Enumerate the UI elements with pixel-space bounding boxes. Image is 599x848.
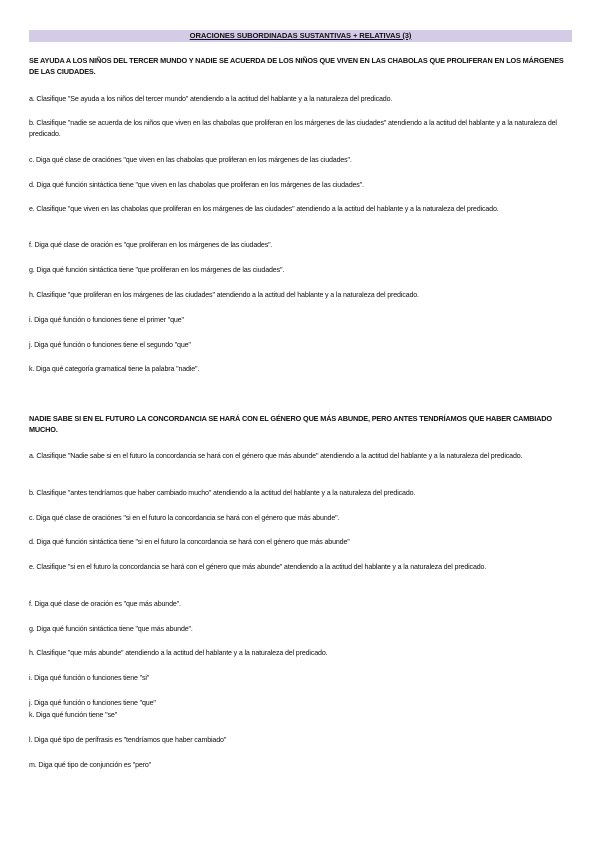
s2-question-j: j. Diga qué función o funciones tiene "que" [29,699,156,707]
s1-question-k: k. Diga qué categoría gramatical tiene la palabra "nadie". [29,365,200,373]
s2-question-m: m. Diga qué tipo de conjunción es "pero" [29,761,152,769]
s1-question-i: i. Diga qué función o funciones tiene el primer "que" [29,316,184,324]
s2-question-a: a. Clasifique "Nadie sabe si en el futuro la concordancia se hará con el género que más abunde" atendiendo a la actitud del hablante y a la naturaleza del predicado. [29,452,523,460]
s1-question-f: f. Diga qué clase de oración es "que proliferan en los márgenes de las ciudades". [29,241,273,249]
s2-question-d: d. Diga qué función sintáctica tiene "si en el futuro la concordancia se hará con el género que más abunde" [29,538,350,546]
s2-question-i: i. Diga qué función o funciones tiene "si" [29,674,150,682]
section-1-heading: SE AYUDA A LOS NIÑOS DEL TERCER MUNDO Y NADIE SE ACUERDA DE LOS NIÑOS QUE VIVEN EN LAS CHABOLAS QUE PROLIFERAN EN LOS MÁRGENES DE LAS CIUDADES. [29,56,564,76]
s2-question-c: c. Diga qué clase de oraciónes "si en el futuro la concordancia se hará con el género que más abunde". [29,514,340,522]
s2-question-b: b. Clasifique "antes tendríamos que haber cambiado mucho" atendiendo a la actitud del hablante y a la naturaleza del predicado. [29,489,416,497]
s2-question-k: k. Diga qué función tiene "se" [29,711,118,719]
s1-question-b: b. Clasifique "nadie se acuerda de los niños que viven en las chabolas que proliferan en los márgenes de las ciudades" atendiendo a la actitud del hablante y a la naturaleza del predicado. [29,119,557,138]
s1-question-e: e. Clasifique "que viven en las chabolas que proliferan en los márgenes de las ciudades" atendiendo a la actitud del hablante y a la naturaleza del predicado. [29,205,499,213]
section-2-heading: NADIE SABE SI EN EL FUTURO LA CONCORDANCIA SE HARÁ CON EL GÉNERO QUE MÁS ABUNDE, PERO ANTES TENDRÍAMOS QUE HABER CAMBIADO MUCHO. [29,414,552,434]
document-title: ORACIONES SUBORDINADAS SUSTANTIVAS + RELATIVAS (3) [29,30,572,42]
s1-question-a: a. Clasifique "Se ayuda a los niños del tercer mundo" atendiendo a la actitud del hablante y a la naturaleza del predicado. [29,95,393,103]
s1-question-j: j. Diga qué función o funciones tiene el segundo "que" [29,341,191,349]
s1-question-h: h. Clasifique "que proliferan en los márgenes de las ciudades" atendiendo a la actitud del hablante y a la naturaleza del predicado. [29,291,419,299]
s1-question-g: g. Diga qué función sintáctica tiene "que proliferan en los márgenes de las ciudades". [29,266,285,274]
s2-question-l: l. Diga qué tipo de perífrasis es "tendríamos que haber cambiado" [29,736,227,744]
s2-question-f: f. Diga qué clase de oración es "que más abunde". [29,600,181,608]
s2-question-g: g. Diga qué función sintáctica tiene "que más abunde". [29,625,193,633]
s1-question-d: d. Diga qué función sintáctica tiene "que viven en las chabolas que proliferan en los márgenes de las ciudades". [29,181,364,189]
s1-question-c: c. Diga qué clase de oraciónes "que viven en las chabolas que proliferan en los márgenes de las ciudades". [29,156,352,164]
s2-question-h: h. Clasifique "que más abunde" atendiendo a la actitud del hablante y a la naturaleza del predicado. [29,649,328,657]
s2-question-e: e. Clasifique "si en el futuro la concordancia se hará con el género que más abunde" atendiendo a la actitud del hablante y a la naturaleza del predicado. [29,563,487,571]
